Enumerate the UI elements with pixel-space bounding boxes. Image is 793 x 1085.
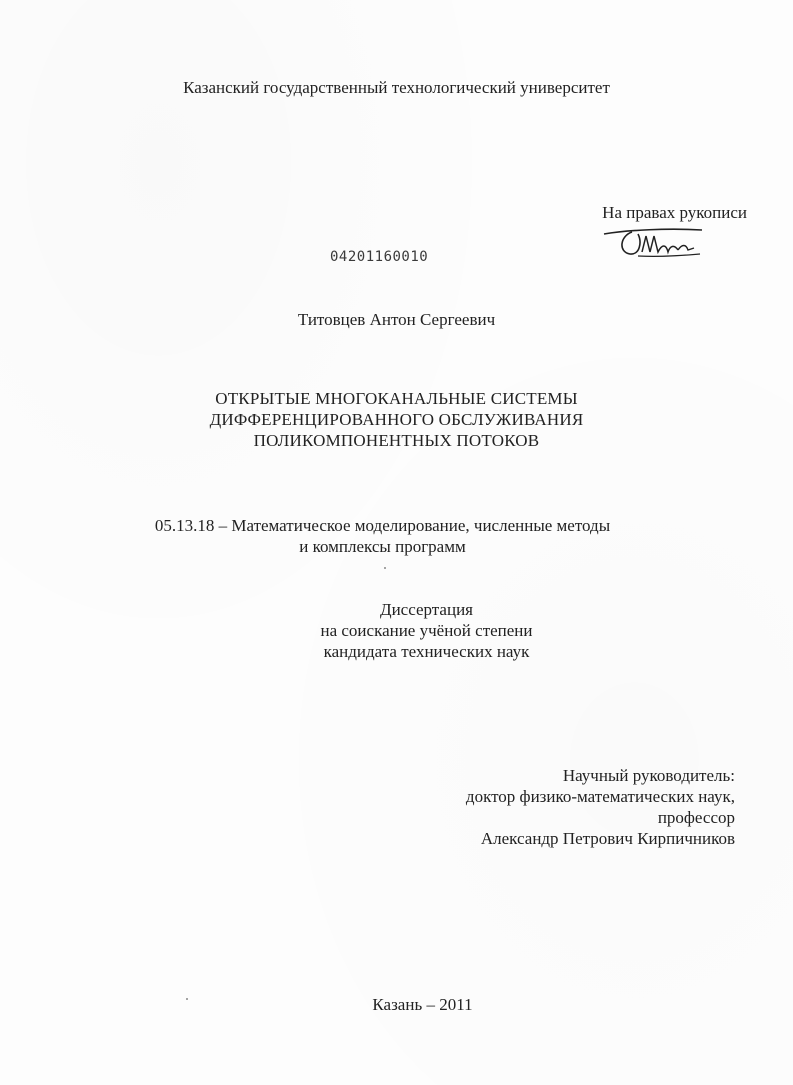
registration-number: 04201160010 — [330, 249, 429, 265]
author-name: Титовцев Антон Сергеевич — [297, 310, 496, 329]
dissertation-line-1: Диссертация — [379, 600, 473, 619]
specialty-line-1: 05.13.18 – Математическое моделирование, численные методы — [154, 516, 611, 535]
title-line-3: ПОЛИКОМПОНЕНТНЫХ ПОТОКОВ — [253, 431, 540, 450]
scan-speck — [186, 998, 188, 1000]
title-line-2: ДИФФЕРЕНЦИРОВАННОГО ОБСЛУЖИВАНИЯ — [209, 410, 584, 429]
city-year: Казань – 2011 — [372, 995, 473, 1014]
dissertation-line-3: кандидата технических наук — [323, 642, 530, 661]
title-line-1: ОТКРЫТЫЕ МНОГОКАНАЛЬНЫЕ СИСТЕМЫ — [215, 389, 578, 408]
supervisor-rank: профессор — [657, 808, 735, 827]
signature-icon — [598, 222, 708, 262]
scan-speck — [384, 567, 386, 569]
specialty-line-2: и комплексы программ — [299, 537, 466, 556]
supervisor-name: Александр Петрович Кирпичников — [480, 829, 735, 848]
supervisor-degree: доктор физико-математических наук, — [465, 787, 735, 806]
supervisor-label: Научный руководитель: — [562, 766, 735, 785]
manuscript-note: На правах рукописи — [602, 203, 747, 222]
dissertation-line-2: на соискание учёной степени — [320, 621, 533, 640]
university-name: Казанский государственный технологический университет — [183, 78, 610, 97]
